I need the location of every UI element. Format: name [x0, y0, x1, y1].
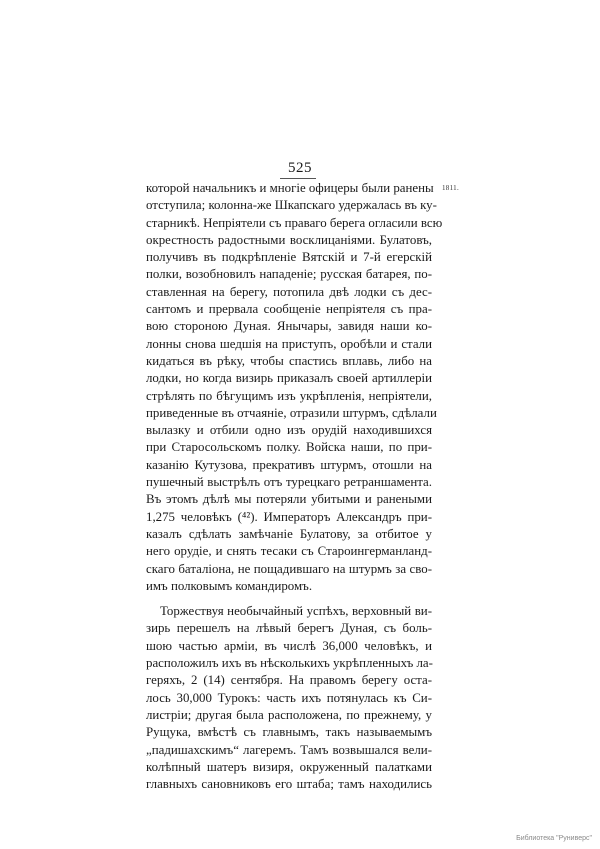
text-line: ставленная на берегу, потопила двѣ лодки съ дес-: [146, 284, 432, 299]
text-line: главныхъ сановниковъ его штаба; тамъ находились: [146, 777, 432, 792]
paragraph-1: [146, 180, 443, 595]
text-line: казалъ сдѣлать замѣчаніе Булатову, за отбитое у: [146, 526, 432, 541]
text-line: 1,275 человѣкъ (⁴²). Императоръ Александръ при-: [146, 509, 432, 524]
text-line: колѣпный шатеръ визиря, окруженный палатками: [146, 759, 432, 774]
text-line: зирь перешелъ на лѣвый берегъ Дуная, съ боль-: [146, 621, 432, 636]
text-line: получивъ въ подкрѣпленіе Вятскій и 7-й егерскій: [146, 250, 432, 265]
text-line: старникѣ. Непріятели съ праваго берега огласили всю: [146, 215, 443, 230]
text-line: кидаться въ рѣку, чтобы спастись вплавь, либо на: [146, 353, 432, 368]
text-line: „падишахскимъ“ лагеремъ. Тамъ возвышался вели-: [146, 742, 432, 757]
text-line: него орудіе, и снять тесаки съ Староингерманланд-: [146, 544, 432, 559]
text-line: сантомъ и прервала сообщеніе непріятеля съ пра-: [146, 302, 432, 317]
text-line: геряхъ, 2 (14) сентября. На правомъ берегу оста-: [146, 673, 432, 688]
text-line: лось 30,000 Турокъ: часть ихъ потянулась къ Си-: [146, 690, 432, 705]
text-line: окрестность радостными восклицаніями. Булатовъ,: [146, 232, 432, 247]
body-text: [146, 180, 443, 793]
text-line: вою стороною Дуная. Янычары, завидя наши ко-: [146, 319, 432, 334]
page-number-rule: [280, 178, 316, 179]
text-line: шою частью арміи, въ числѣ 36,000 человѣкъ, и: [146, 638, 432, 653]
text-line: листріи; другая была расположена, по прежнему, у: [146, 707, 432, 722]
text-line: расположилъ ихъ въ нѣсколькихъ укрѣпленныхъ ла-: [146, 656, 433, 671]
text-line: пушечный выстрѣлъ отъ турецкаго ретраншамента.: [146, 475, 432, 490]
paragraph-2: [146, 603, 432, 793]
library-credit: Библиотека "Руниверс": [516, 835, 592, 842]
margin-year-note: 1811.: [442, 184, 459, 192]
text-line: при Старосольскомъ полку. Войска наши, по при-: [146, 440, 432, 455]
text-line: которой начальникъ и многіе офицеры были ранены: [146, 181, 434, 195]
text-line: казанію Кутузова, прекративъ штурмъ, отошли на: [146, 457, 432, 472]
text-line: Въ этомъ дѣлѣ мы потеряли убитыми и ранеными: [146, 492, 432, 507]
text-line: стрѣлять по бѣгущимъ изъ укрѣпленія, непріятели,: [146, 388, 432, 403]
text-line: вылазку и отбили одно изъ орудій находившихся: [146, 423, 432, 438]
text-line: отступила; колонна-же Шкапскаго удержалась въ ку-: [146, 198, 437, 213]
text-line: лонны снова шедшія на приступъ, оробѣли и стали: [146, 336, 432, 351]
page-number: 525: [288, 160, 312, 176]
text-line: Рущука, вмѣстѣ съ главнымъ, такъ называемымъ: [146, 725, 432, 740]
text-line: полки, возобновилъ нападеніе; русская батарея, по-: [146, 267, 432, 282]
paragraph-gap: [146, 595, 432, 603]
text-line: Торжествуя необычайный успѣхъ, верховный ви-: [160, 604, 432, 619]
text-line: лодки, но когда визирь приказалъ своей артиллеріи: [146, 371, 432, 386]
text-line: приведенные въ отчаяніе, отразили штурмъ, сдѣлали: [146, 405, 437, 420]
text-line: скаго баталіона, не пощадившаго на штурмъ за сво-: [146, 561, 432, 576]
text-line: имъ полковымъ командиромъ.: [146, 578, 313, 593]
